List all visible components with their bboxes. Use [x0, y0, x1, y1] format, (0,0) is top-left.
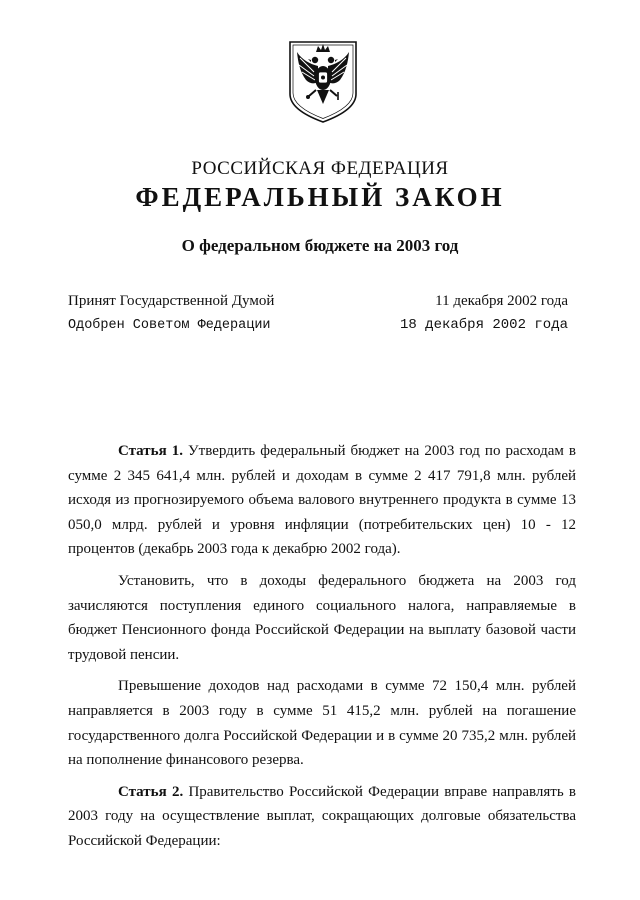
country-name: РОССИЙСКАЯ ФЕДЕРАЦИЯ: [191, 158, 449, 179]
article-paragraph: Статья 1. Утвердить федеральный бюджет на 2003 год по расходам в сумме 2 345 641,4 млн. рублей и доходам в сумме 2 417 791,8 млн. рублей исходя из прогнозируемого объема валового внутреннего продукта в сумме 13 050,0 млрд. рублей и уровня инфляции (потребительских цен) 10 - 12 процентов (декабрь 2003 года к декабрю 2002 года).: [68, 443, 576, 558]
law-body: [68, 439, 576, 854]
document-type: ФЕДЕРАЛЬНЫЙ ЗАКОН: [135, 182, 505, 212]
duma-adoption-date: 11 декабря 2002 года: [435, 293, 568, 309]
law-title: О федеральном бюджете на 2003 год: [181, 236, 459, 255]
article-label: Статья 2.: [118, 783, 184, 800]
coat-of-arms-emblem: [284, 38, 362, 124]
article-paragraph: Превышение доходов над расходами в сумме 72 150,4 млн. рублей направляется в 2003 году в сумме 51 415,2 млн. рублей на погашение государственного долга Российской Федерации и в сумме 20 735,2 млн. рублей на пополнение финансового резерва.: [68, 678, 576, 769]
article-label: Статья 1.: [118, 443, 183, 459]
duma-adoption-label: Принят Государственной Думой: [68, 293, 275, 309]
council-approval-date: 18 декабря 2002 года: [399, 317, 568, 333]
article-paragraph: Статья 2. Правительство Российской Федерации вправе направлять в 2003 году на осуществление выплат, сокращающих долговые обязательства Российской Федерации:: [68, 783, 577, 849]
article-paragraph: Установить, что в доходы федерального бюджета на 2003 год зачисляются поступления единого социального налога, направляемые в бюджет Пенсионного фонда Российской Федерации на выплату базовой части трудовой пенсии.: [68, 572, 576, 663]
council-approval-label: Одобрен Советом Федерации: [68, 318, 271, 333]
